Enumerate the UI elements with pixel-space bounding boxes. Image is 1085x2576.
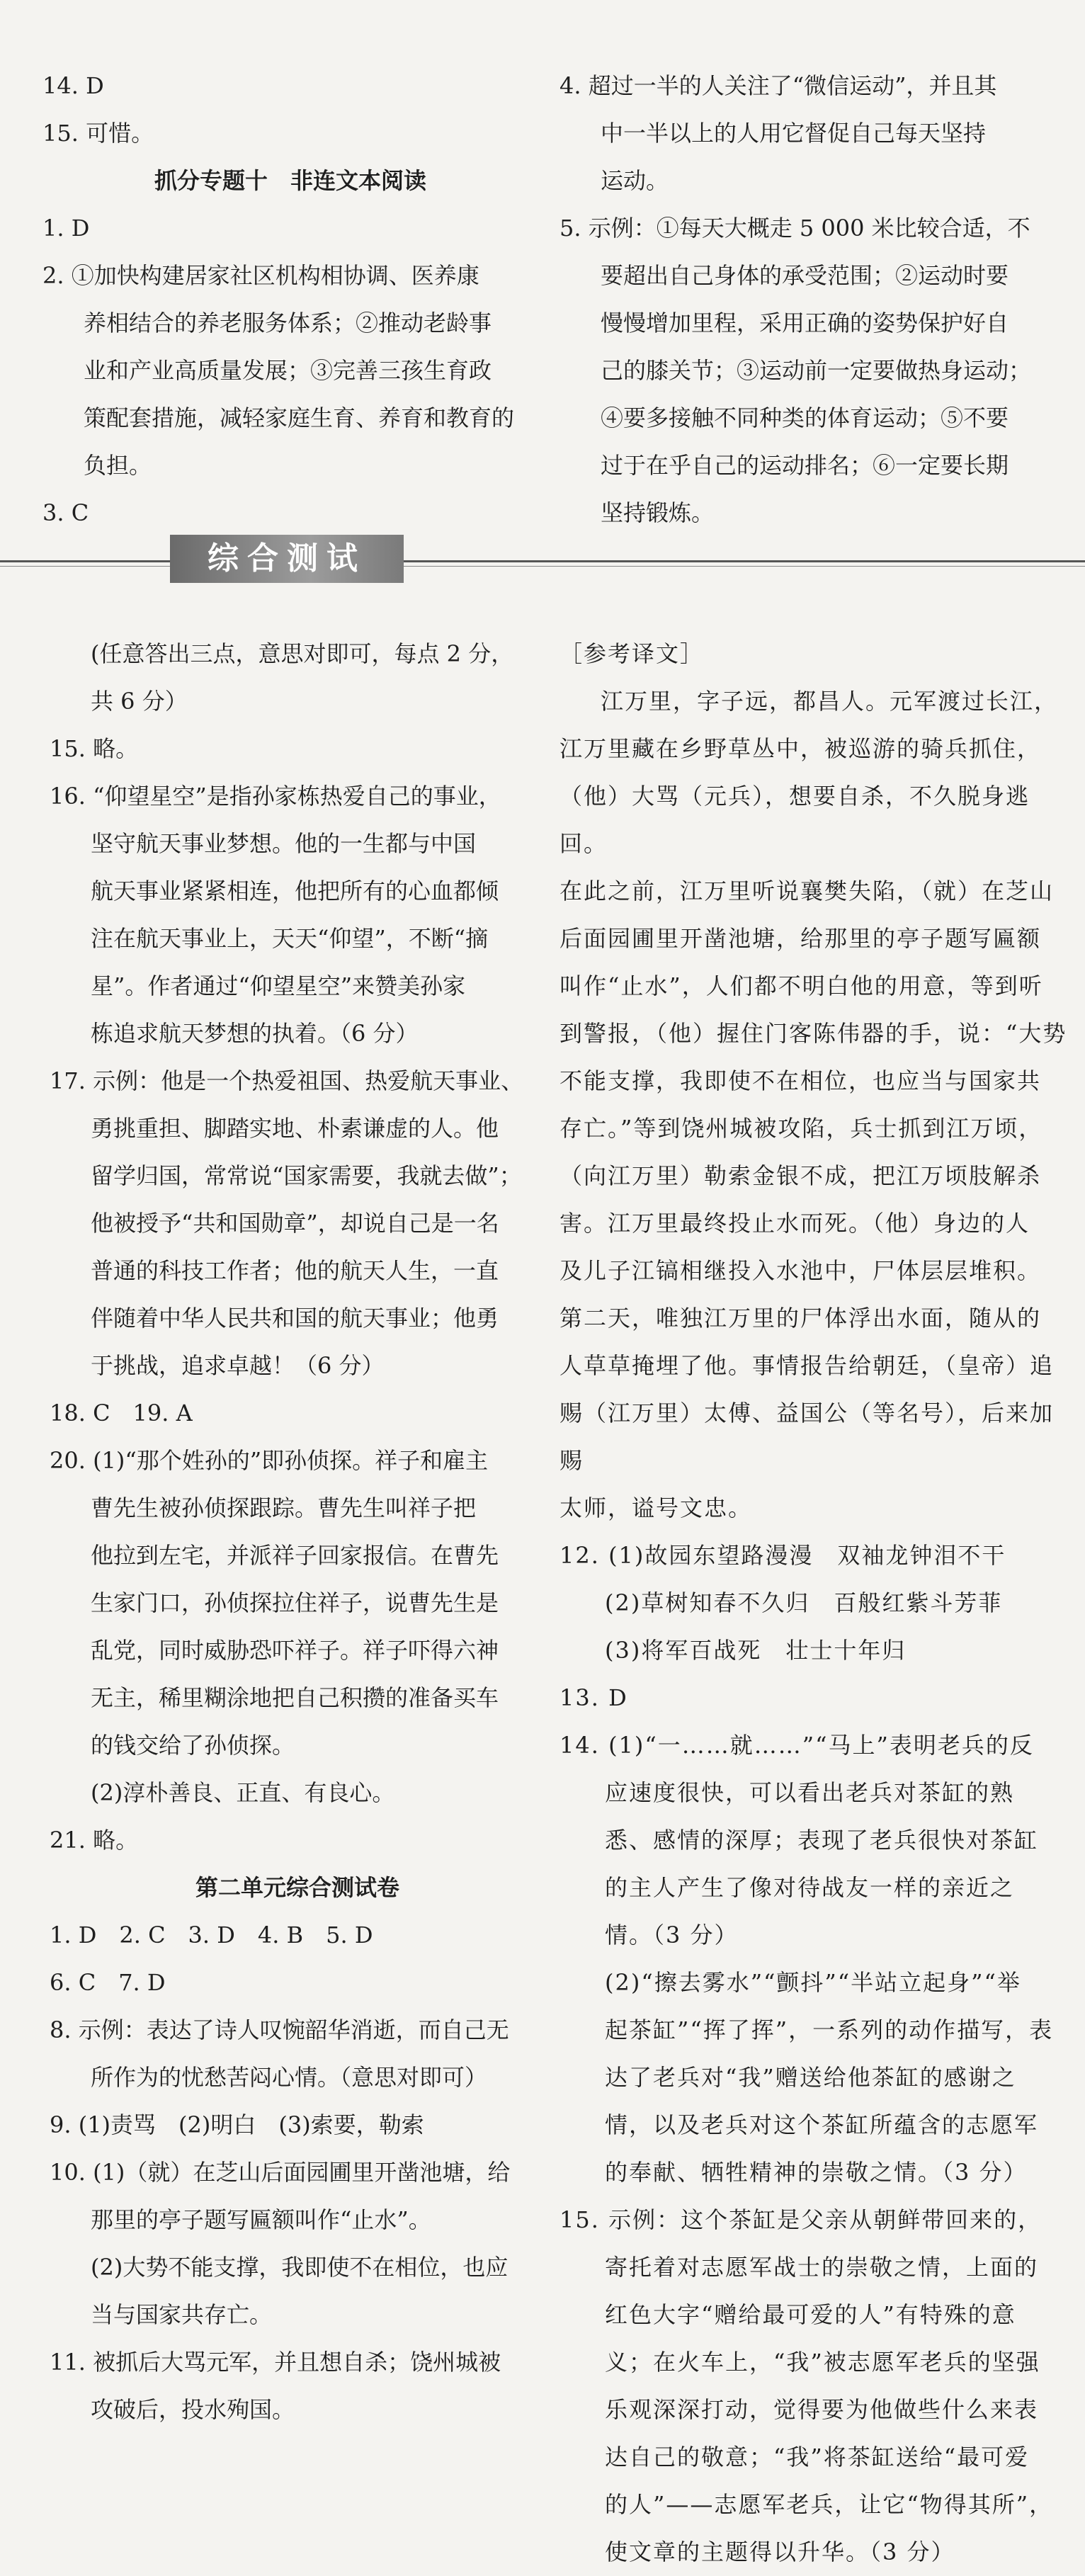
answer-line: 12. (1)故园东望路漫漫 双袖龙钟泪不干 [559, 1542, 1006, 1569]
answer-line: 21. 略。 [50, 1827, 139, 1854]
answer-line: 栋追求航天梦想的执着。（6 分） [91, 1020, 419, 1047]
answer-line: 曹先生被孙侦探跟踪。曹先生叫祥子把 [91, 1494, 477, 1521]
translation-line: 存亡。”等到饶州城被攻陷，兵士抓到江万顷， [559, 1115, 1043, 1142]
answer-line: 20. (1)“那个姓孙的”即孙侦探。祥子和雇主 [50, 1447, 489, 1474]
translation-line: 后面园圃里开凿池塘，给那里的亭子题写匾额 [559, 925, 1042, 952]
answer-line: 他被授予“共和国勋章”，却说自己是一名 [91, 1210, 499, 1237]
translation-line: 赐（江万里）太傅、益国公（等名号），后来加赐 [559, 1400, 1055, 1474]
answer-line: ④要多接触不同种类的体育运动；⑤不要 [601, 404, 1009, 431]
answer-line: 达自己的敬意；“我”将茶缸送给“最可爱 [605, 2444, 1030, 2470]
translation-line: 第二天，唯独江万里的尸体浮出水面，随从的 [559, 1305, 1042, 1332]
answer-line: 慢慢增加里程，采用正确的姿势保护好自 [601, 310, 1009, 336]
section-heading: 第二单元综合测试卷 [195, 1874, 399, 1901]
translation-line: 及儿子江镐相继投入水池中，尸体层层堆积。 [559, 1257, 1042, 1284]
answer-line: 策配套措施，减轻家庭生育、养育和教育的 [84, 404, 515, 431]
bottom-right-column [559, 630, 1069, 2576]
answer-line: 那里的亭子题写匾额叫作“止水”。 [91, 2206, 431, 2233]
translation-line: 害。江万里最终投止水而死。（他）身边的人 [559, 1210, 1030, 1237]
answer-line: 业和产业高质量发展；③完善三孩生育政 [84, 357, 492, 384]
translation-line: 太师，谥号文忠。 [559, 1494, 753, 1521]
answer-line: 坚持锻炼。 [601, 499, 715, 526]
bottom-left-column [50, 630, 545, 2434]
answer-line: 14. (1)“一……就……”“马上”表明老兵的反 [559, 1732, 1034, 1759]
answer-line: 8. 示例：表达了诗人叹惋韶华消逝，而自己无 [50, 2016, 509, 2043]
answer-line: 应速度很快，可以看出老兵对茶缸的熟 [605, 1779, 1015, 1806]
banner-title: 综合测试 [170, 535, 404, 583]
answer-line: 过于在乎自己的运动排名；⑥一定要长期 [601, 452, 1009, 479]
translation-line: （他）大骂（元兵），想要自杀，不久脱身逃回。 [559, 783, 1030, 857]
answer-line: 的钱交给了孙侦探。 [91, 1732, 295, 1759]
answer-line: 的人”——志愿军老兵，让它“物得其所”， [605, 2491, 1054, 2518]
answer-line: 15. 可惜。 [42, 120, 154, 147]
answer-line: 乐观深深打动，觉得要为他做些什么来表 [605, 2396, 1039, 2423]
answer-line: 使文章的主题得以升华。（3 分） [605, 2538, 955, 2565]
translation-line: 人草草掩埋了他。事情报告给朝廷，（皇帝）追 [559, 1352, 1055, 1379]
answer-line: 他拉到左宅，并派祥子回家报信。在曹先 [91, 1542, 499, 1569]
answer-line: 普通的科技工作者；他的航天人生，一直 [91, 1257, 499, 1284]
answer-line: (任意答出三点，意思对即可，每点 2 分， [91, 640, 514, 667]
section-heading: 抓分专题十 非连文本阅读 [154, 167, 426, 194]
answer-line: 2. ①加快构建居家社区机构相协调、医养康 [42, 262, 479, 289]
answer-line: 负担。 [84, 452, 152, 479]
banner-rule [0, 560, 1085, 562]
answer-line: 18. C 19. A [50, 1400, 193, 1426]
translation-line: （向江万里）勒索金银不成，把江万顷肢解杀 [559, 1162, 1042, 1189]
answer-line: 注在航天事业上，天天“仰望”，不断“摘 [91, 925, 489, 952]
answer-line: 寄托着对志愿军战士的崇敬之情，上面的 [605, 2254, 1039, 2281]
answer-line: 星”。作者通过“仰望星空”来赞美孙家 [91, 972, 466, 999]
translation-line: 不能支撑，我即使不在相位，也应当与国家共 [559, 1067, 1042, 1094]
answer-line: 己的膝关节；③运动前一定要做热身运动； [601, 357, 1032, 384]
translation-line: 叫作“止水”，人们都不明白他的用意，等到听 [559, 972, 1043, 999]
answer-line: 中一半以上的人用它督促自己每天坚持 [601, 120, 987, 147]
translation-line: 江万里藏在乡野草丛中，被巡游的骑兵抓住， [559, 735, 1042, 762]
answer-line: 1. D 2. C 3. D 4. B 5. D [50, 1922, 373, 1948]
answer-line: 伴随着中华人民共和国的航天事业；他勇 [91, 1305, 499, 1332]
answer-line: (3)将军百战死 壮士十年归 [605, 1637, 907, 1664]
answer-line: 无主，稀里糊涂地把自己积攒的准备买车 [91, 1684, 499, 1711]
answer-line: 义；在火车上，“我”被志愿军老兵的坚强 [605, 2349, 1040, 2376]
answer-line: 5. 示例：①每天大概走 5 000 米比较合适，不 [559, 215, 1030, 242]
translation-heading: ［参考译文］ [559, 640, 705, 667]
answer-line: 留学归国，常常说“国家需要，我就去做”； [91, 1162, 522, 1189]
answer-line: 生家门口，孙侦探拉住祥子，说曹先生是 [91, 1589, 499, 1616]
section-banner [0, 535, 1085, 577]
answer-line: 养相结合的养老服务体系；②推动老龄事 [84, 310, 492, 336]
answer-line: 6. C 7. D [50, 1969, 166, 1996]
translation-line: 在此之前，江万里听说襄樊失陷，（就）在芝山 [559, 878, 1055, 904]
answer-line: 1. D [42, 215, 90, 242]
answer-line: (2)“擦去雾水”“颤抖”“半站立起身”“举 [605, 1969, 1021, 1996]
answer-line: (2)草树知春不久归 百般红紫斗芳菲 [605, 1589, 1003, 1616]
answer-line: 17. 示例：他是一个热爱祖国、热爱航天事业、 [50, 1067, 524, 1094]
answer-line: 情。（3 分） [605, 1922, 739, 1948]
answer-line: 13. D [559, 1684, 628, 1711]
translation-line: 江万里，字子远，都昌人。元军渡过长江， [601, 688, 1059, 715]
answer-line: 达了老兵对“我”赠送给他茶缸的感谢之 [605, 2064, 1016, 2091]
answer-line: 红色大字“赠给最可爱的人”有特殊的意 [605, 2301, 1016, 2328]
answer-line: 的奉献、牺牲精神的崇敬之情。（3 分） [605, 2159, 1028, 2186]
banner-rule [0, 566, 1085, 567]
answer-line: 当与国家共存亡。 [91, 2301, 273, 2328]
answer-line: 要超出自己身体的承受范围；②运动时要 [601, 262, 1009, 289]
answer-line: 10. (1)（就）在芝山后面园圃里开凿池塘，给 [50, 2159, 511, 2186]
answer-line: 起茶缸”“挥了挥”，一系列的动作描写，表 [605, 2016, 1054, 2043]
translation-line: 到警报，（他）握住门客陈伟器的手，说：“大势 [559, 1020, 1067, 1047]
answer-line: 14. D [42, 72, 104, 99]
top-left-column [42, 62, 538, 537]
answer-line: 4. 超过一半的人关注了“微信运动”，并且其 [559, 72, 997, 99]
answer-line: (2)淳朴善良、正直、有良心。 [91, 1779, 395, 1806]
answer-line: 11. 被抓后大骂元军，并且想自杀；饶州城被 [50, 2349, 501, 2376]
answer-line: 于挑战，追求卓越！（6 分） [91, 1352, 385, 1379]
answer-line: (2)大势不能支撑，我即使不在相位，也应 [91, 2254, 509, 2281]
answer-line: 勇挑重担、脚踏实地、朴素谦虚的人。他 [91, 1115, 499, 1142]
answer-line: 航天事业紧紧相连，他把所有的心血都倾 [91, 878, 499, 904]
answer-line: 9. (1)责骂 (2)明白 (3)索要，勒索 [50, 2111, 424, 2138]
answer-line: 攻破后，投水殉国。 [91, 2396, 295, 2423]
answer-line: 16. “仰望星空”是指孙家栋热爱自己的事业， [50, 783, 501, 810]
answer-line: 坚守航天事业梦想。他的一生都与中国 [91, 830, 477, 857]
answer-line: 3. C [42, 499, 89, 526]
answer-line: 运动。 [601, 167, 669, 194]
answer-line: 15. 示例：这个茶缸是父亲从朝鲜带回来的， [559, 2206, 1043, 2233]
answer-line: 15. 略。 [50, 735, 139, 762]
top-right-column [559, 62, 1069, 537]
answer-line: 悉、感情的深厚；表现了老兵很快对茶缸 [605, 1827, 1039, 1854]
answer-line: 情，以及老兵对这个茶缸所蕴含的志愿军 [605, 2111, 1039, 2138]
answer-line: 所作为的忧愁苦闷心情。（意思对即可） [91, 2064, 488, 2091]
answer-line: 乱党，同时威胁恐吓祥子。祥子吓得六神 [91, 1637, 499, 1664]
answer-line: 的主人产生了像对待战友一样的亲近之 [605, 1874, 1015, 1901]
answer-line: 共 6 分） [91, 688, 188, 715]
